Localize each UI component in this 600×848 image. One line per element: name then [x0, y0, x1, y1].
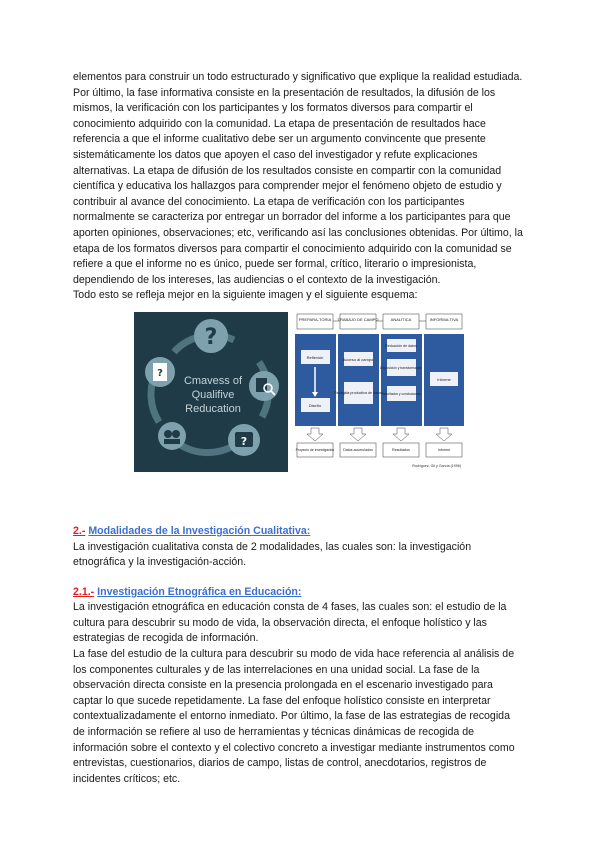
svg-text:?: ? — [240, 434, 248, 448]
schema-acceso: Acceso al campo — [342, 356, 374, 362]
paragraph-intro: elementos para construir un todo estructurado y significativo que explique la realidad estudiada. — [73, 71, 523, 83]
magnifier-circle-right — [249, 371, 279, 401]
schema-reflexion: Reflexión — [306, 354, 324, 360]
schema-output-1: Proyecto de investigación — [295, 447, 335, 452]
section-2-number: 2.- — [73, 524, 86, 537]
section-2-1-heading — [73, 585, 523, 601]
section-2-title: Modalidades de la Investigación Cualitativa: — [88, 524, 311, 537]
phases-schema — [293, 312, 465, 474]
document-circle-left — [145, 357, 175, 387]
section-2-heading — [73, 524, 523, 540]
schema-output-3: Resultados — [392, 447, 410, 452]
section-2-1-number: 2.1.- — [73, 585, 95, 598]
schema-output-4: Informe — [437, 447, 451, 452]
cycle-caption-line-2: Qualifive — [191, 388, 235, 401]
paragraph-figure-lead: Todo esto se refleja mejor en la siguiente imagen y el siguiente esquema: — [73, 289, 418, 302]
schema-reduccion: Reducción de datos — [385, 343, 417, 348]
paragraph-informative-phase: Por último, la fase informativa consiste en la presentación de resultados, la difusión de los mismos, la verificación con los participantes y los formatos diversos para compartir el conocimiento adquirido con la comunidad. La etapa de presentación de resultados hace referencia a que el informe cualitativo debe ser un argumento convincente que presente sistemáticamente los datos que apoyen el caso del investigador y refute explicaciones alternativas. La etapa de difusión de los resultados consiste en compartir con la comunidad científica y educativa los hallazgos para comprender mejor el fenómeno objeto de estudio y contribuir al avance del conocimiento. La etapa de verificación con los participantes normalmente se caracteriza por entregar un borrador del informe a los participantes para que aporten opiniones, observaciones; etc, verificando así las conclusiones obtenidas. Por último, la etapa de los formatos diversos para compartir el conocimiento adquirido con la comunidad se refiere a que el informe no es único, puede ser formal, crítico, literario o impresionista, dependiendo de los intereses, las audiencias o el contexto de la investigación. — [73, 86, 523, 286]
svg-text:?: ? — [204, 324, 218, 350]
section-2-1-paragraph-1: La investigación etnográfica en educación consta de 4 fases, las cuales son: el estudio de la cultura para descubrir su modo de vida, la observación directa, el enfoque holístico y las estrategias de recogida de información. — [73, 601, 507, 645]
svg-text:?: ? — [157, 367, 163, 379]
section-2-1-title: Investigación Etnográfica en Educación: — [97, 585, 302, 598]
schema-output-2: Datos acumulados — [343, 447, 373, 452]
document-page — [73, 70, 523, 787]
schema-credit: Rodríguez, Gil y García (1996) — [412, 463, 461, 468]
section-2-text: La investigación cualitativa consta de 2 modalidades, las cuales son: la investigación etnográfica y la investigación-acción. — [73, 540, 472, 569]
cycle-illustration — [134, 312, 288, 472]
qualitative-cycle-image — [134, 312, 288, 472]
section-2-1-paragraph-2: La fase del estudio de la cultura para descubrir su modo de vida hace referencia al análisis de los componentes culturales y de las interrelaciones en una unidad social. La fase de la observación directa consiste en la presencia prolongada en el escenario investigado para captar lo que sucede repetidamente. La fase del enfoque holístico consiste en interpretar contextualizadamente el entorno inmediato. Por último, la fase de las estrategias de recogida de información se refiere al uso de herramientas y técnicas dinámicas de recogida de información sobre el contexto y el colectivo concreto a investigar mediante instrumentos como entrevistas, cuestionarios, diarios de campo, listas de control, anecdotarios, registros de incidentes críticos; etc. — [73, 648, 515, 785]
schema-resultados: Resultados y conclusiones — [381, 391, 421, 396]
cycle-caption-line-1: Cmavess of — [183, 374, 243, 387]
schema-disposicion: Disposición y transformación — [379, 365, 423, 370]
people-circle-bottom-left — [158, 422, 186, 450]
schema-header-4: INFORMA-TIVA — [429, 316, 459, 322]
schema-informe-inner: Informe — [437, 376, 451, 382]
schema-header-3: ANALÍTICA — [390, 316, 412, 322]
question-circle-top — [194, 319, 228, 353]
phases-schema-image — [293, 312, 465, 474]
schema-diseno: Diseño — [308, 402, 322, 408]
question-doc-circle-bottom — [228, 424, 260, 456]
schema-header-2: TRABAJO DE CAMPO — [337, 316, 379, 322]
cycle-caption-line-3: Reducation — [185, 402, 241, 415]
schema-header-1: PREPARA-TORIA — [298, 316, 332, 322]
figures-row — [73, 312, 523, 510]
schema-recogida: Recogida productiva de datos — [334, 390, 382, 395]
